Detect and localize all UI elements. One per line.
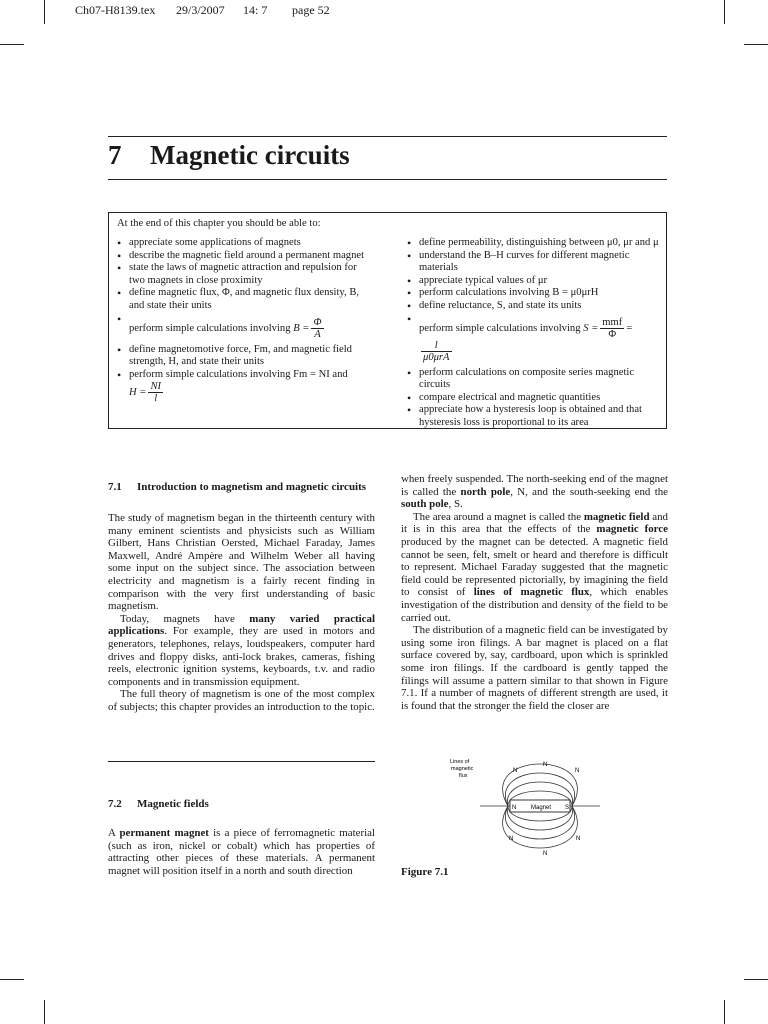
objective-item: • compare electrical and magnetic quantities bbox=[407, 392, 661, 405]
header-time: 14: 7 bbox=[243, 3, 268, 17]
right-column bbox=[401, 473, 668, 712]
text-run: when freely suspended. The north-seeking end of the magnet is called the bbox=[401, 473, 668, 498]
objective-item bbox=[407, 313, 661, 367]
objective-item: • appreciate some applications of magnets bbox=[117, 237, 371, 250]
objectives-left-list bbox=[117, 237, 371, 404]
paragraph bbox=[108, 827, 375, 877]
chapter-bottom-rule bbox=[108, 179, 667, 180]
section-title: Magnetic fields bbox=[137, 798, 209, 810]
paragraph bbox=[401, 511, 668, 624]
fraction-reluctance-length bbox=[421, 340, 452, 363]
objectives-intro: At the end of this chapter you should be able to: bbox=[117, 218, 321, 229]
annotation-magnetic: magnetic bbox=[451, 766, 474, 772]
bold-term: permanent magnet bbox=[119, 827, 209, 839]
left-column-section-7-2 bbox=[108, 798, 375, 877]
objective-text: perform simple calculations involving Fm = NI and bbox=[129, 368, 348, 380]
fraction-numerator: Φ bbox=[313, 316, 322, 328]
fraction-denominator: A bbox=[314, 328, 321, 340]
paragraph: The full theory of magnetism is one of the most complex of subjects; this chapter provides an introduction to the topic. bbox=[108, 688, 375, 713]
pole-label-n: N bbox=[575, 768, 580, 774]
equation-lhs: S = bbox=[583, 322, 599, 334]
objective-item bbox=[117, 313, 371, 344]
objective-item: • perform calculations on composite series magnetic circuits bbox=[407, 367, 661, 392]
left-column bbox=[108, 481, 375, 714]
pole-label-n: N bbox=[543, 851, 548, 857]
text-run: . For example, they are used in motors and generators, telephones, relays, loudspeakers, computer hard drives and floppy disks, anti-lock brakes, cameras, fishing reels, electronic ignition systems, keyboards, t.v. and radio components and in transmission equipment. bbox=[108, 625, 375, 688]
section-heading-7-2 bbox=[108, 798, 375, 811]
text-run: and it is in this area that the effects of the bbox=[401, 510, 668, 536]
crop-mark bbox=[724, 0, 725, 24]
objective-item: • define reluctance, S, and state its units bbox=[407, 300, 661, 313]
section-title: Introduction to magnetism and magnetic circuits bbox=[137, 481, 367, 493]
crop-mark bbox=[0, 44, 24, 45]
objective-item: • define magnetomotive force, Fm, and magnetic field strength, H, and state their units bbox=[117, 344, 371, 369]
figure-bar-magnet-field bbox=[450, 756, 630, 860]
text-run: , S. bbox=[448, 498, 463, 511]
section-number: 7.2 bbox=[108, 798, 122, 810]
header-page: page 52 bbox=[292, 3, 330, 17]
pole-label-n: N bbox=[576, 836, 581, 842]
text-run: produced by the magnet can be detected. A magnetic field cannot be seen, felt, smelt or heard and therefore is difficult to represent. Michael Faraday suggested that the magnetic field could be represented pictorially, by imagining the field to consist of bbox=[401, 535, 668, 599]
pole-label-n: N bbox=[509, 836, 514, 842]
text-run: , N, and the south-seeking end the bbox=[510, 485, 668, 498]
objective-text: perform simple calculations involving bbox=[419, 322, 581, 334]
fraction-denominator: μ0μrA bbox=[423, 351, 450, 363]
fraction-numerator: l bbox=[421, 340, 452, 352]
section-separator bbox=[108, 761, 375, 762]
section-number: 7.1 bbox=[108, 481, 122, 493]
crop-mark bbox=[44, 1000, 45, 1024]
paragraph: The study of magnetism began in the thirteenth century with many eminent scientists and physicists such as William Gilbert, Hans Christian Oersted, Michael Faraday, James Maxwell, André Ampère and Wilhelm Weber all having some input on the subject since. The association between electricity and magnetism is a fairly recent finding in comparison with the very first understanding of basic magnetism. bbox=[108, 512, 375, 613]
objective-item: • state the laws of magnetic attraction and repulsion for two magnets in close proximity bbox=[117, 262, 371, 287]
text-run: is a piece of ferromagnetic material (such as iron, nickel or cobalt) which has properties of attracting other pieces of these materials. A permanent magnet will position itself in a north and south direction bbox=[108, 827, 375, 877]
annotation-lines-of: Lines of bbox=[450, 759, 470, 765]
header-date: 29/3/2007 bbox=[176, 3, 225, 17]
header-filename: Ch07-H8139.tex bbox=[75, 3, 156, 17]
fraction-denominator: Φ bbox=[608, 328, 617, 340]
fraction-numerator: NI bbox=[150, 381, 162, 393]
equation-lhs: B = bbox=[293, 322, 310, 334]
crop-mark bbox=[744, 44, 768, 45]
fraction-denominator: l bbox=[154, 393, 158, 405]
objective-item bbox=[117, 369, 371, 405]
fraction-numerator: mmf bbox=[602, 316, 623, 328]
chapter-title: Magnetic circuits bbox=[150, 140, 350, 170]
objective-text: perform simple calculations involving bbox=[129, 322, 291, 334]
crop-mark bbox=[44, 0, 45, 24]
paragraph bbox=[401, 473, 668, 511]
objective-item: • define magnetic flux, Φ, and magnetic flux density, B, and state their units bbox=[117, 287, 371, 312]
chapter-heading bbox=[108, 140, 350, 171]
objectives-box bbox=[108, 212, 667, 429]
bold-term: many varied practical applications bbox=[108, 612, 375, 638]
magnet-label: Magnet bbox=[531, 805, 552, 811]
fraction-flux-density bbox=[311, 317, 323, 340]
text-run: A bbox=[108, 827, 120, 839]
objective-item: • appreciate how a hysteresis loop is obtained and that hysteresis loss is proportional to its area bbox=[407, 404, 661, 429]
bold-term: magnetic force bbox=[596, 523, 668, 536]
bold-term: lines of magnetic flux bbox=[473, 586, 590, 599]
objectives-right-list bbox=[407, 237, 661, 430]
chapter-top-rule bbox=[108, 136, 667, 137]
crop-mark bbox=[744, 979, 768, 980]
fraction-reluctance-mmf bbox=[600, 317, 624, 340]
pole-label-n: N bbox=[513, 768, 518, 774]
equation-lhs: H = bbox=[129, 387, 147, 399]
equals-sign: = bbox=[626, 322, 633, 334]
crop-mark bbox=[0, 979, 24, 980]
chapter-number: 7 bbox=[108, 140, 122, 170]
annotation-flux: flux bbox=[459, 773, 468, 779]
text-run: , which enables investigation of the distribution and density of the field to be carried out. bbox=[401, 586, 668, 624]
pole-label-n: N bbox=[543, 762, 548, 768]
bold-term: south pole bbox=[401, 498, 449, 511]
text-run: Today, magnets have bbox=[120, 612, 250, 625]
crop-mark bbox=[724, 1000, 725, 1024]
pole-label-n: N bbox=[512, 805, 517, 811]
section-heading-7-1 bbox=[108, 481, 375, 494]
paragraph: The distribution of a magnetic field can be investigated by using some iron filings. A bar magnet is placed on a flat surface covered by, say, cardboard, upon which is sprinkled some iron filings. If the cardboard is gently tapped the filings will assume a pattern similar to that shown in Figure 7.1. If a number of magnets of different strength are used, it is found that the stronger the field the closer are bbox=[401, 624, 668, 712]
figure-caption: Figure 7.1 bbox=[401, 866, 449, 878]
objective-item: • define permeability, distinguishing between μ0, μr and μ bbox=[407, 237, 661, 250]
objective-item: • understand the B–H curves for different magnetic materials bbox=[407, 250, 661, 275]
bold-term: north pole bbox=[460, 485, 511, 498]
fraction-field-strength bbox=[148, 381, 163, 404]
bold-term: magnetic field bbox=[583, 510, 650, 523]
objective-item: • perform calculations involving B = μ0μrH bbox=[407, 287, 661, 300]
objective-item: • appreciate typical values of μr bbox=[407, 275, 661, 288]
text-run: The area around a magnet is called the bbox=[413, 510, 584, 523]
pole-label-s: S bbox=[565, 805, 570, 811]
paragraph bbox=[108, 613, 375, 689]
objective-item: • describe the magnetic field around a permanent magnet bbox=[117, 250, 371, 263]
